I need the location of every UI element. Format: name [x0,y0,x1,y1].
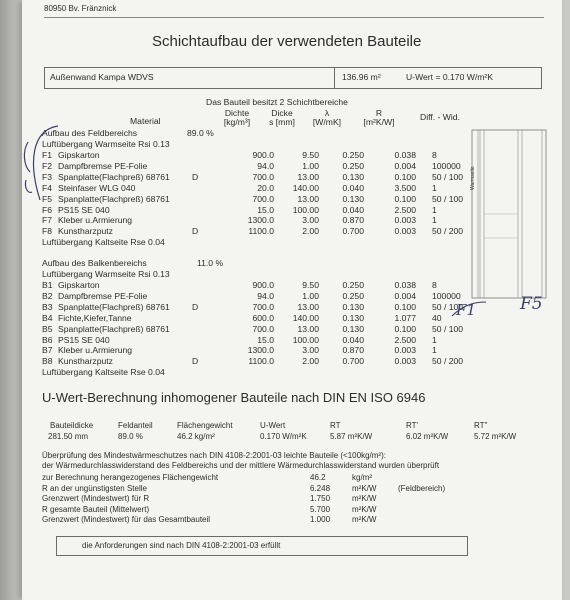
layer-mu: 8 [432,150,437,160]
layer-rho: 700.0 [252,323,274,334]
layer-r: 0.100 [394,301,416,312]
layer-r: 0.004 [394,290,416,301]
diagram-side-label: Warmseite [470,166,476,190]
layer-id: B4 [42,312,53,323]
layer-mu: 100000 [432,290,461,301]
layer-r: 0.100 [394,193,416,204]
wall-section-diagram [470,128,550,300]
layer-id: F7 [42,215,53,226]
layer-r: 0.100 [394,323,416,334]
beam-heading: Aufbau des Balkenbereichs [42,258,147,268]
layer-s: 140.00 [292,312,319,323]
check-value: 46.2 [310,473,326,482]
layer-id: F2 [42,160,53,171]
layer-name: Kleber u.Armierung [58,215,133,226]
document-page [22,0,562,600]
project-code: 80950 Bv. Fränznick [44,4,117,13]
layer-id: B1 [42,280,53,290]
layer-name: Steinfaser WLG 040 [58,182,136,193]
col-thickness-unit: s [mm] [269,117,295,127]
layer-r: 0.003 [394,345,416,356]
layer-lambda: 0.130 [342,301,364,312]
uwert-value: 5.72 m²K/W [474,432,517,441]
check-value: 5.700 [310,504,331,514]
layer-id: B2 [42,290,53,301]
header-rule [44,17,544,18]
uwert-header: U-Wert [260,421,286,430]
uwert-value: 0.170 W/m²K [260,432,307,441]
layer-r: 2.500 [394,334,416,345]
layer-lambda: 0.700 [342,226,364,237]
layer-mu: 40 [432,312,442,323]
layer-mu: 8 [432,280,437,290]
layer-lambda: 0.870 [342,215,364,226]
layer-mu: 1 [432,345,437,356]
layer-mu: 50 / 100 [432,301,464,312]
layer-s: 100.00 [292,204,319,215]
check-value: 6.248 [310,483,331,493]
layer-s: 140.00 [292,182,319,193]
col-r: R [375,108,383,118]
layer-lambda: 0.130 [342,171,364,182]
layer-s: 13.00 [297,171,319,182]
uwert-header: RT [330,421,341,430]
page-title: Schichtaufbau der verwendeten Bauteile [152,33,422,50]
check-line-1: Überprüfung des Mindestwärmeschutzes nach DIN 4108-2:2001-03 leichte Bauteile (<100kg/m²): [42,451,386,460]
layer-name: Spanplatte(Flachpreß) 68761 [58,193,170,204]
beam-transfer-in: Luftübergang Warmseite Rsi 0.13 [42,269,170,279]
col-density-unit: [kg/m³] [223,117,251,127]
layer-id: B3 [42,301,53,312]
check-unit: m²K/W [352,504,377,514]
layer-r: 0.004 [394,160,416,171]
check-note: (Feldbereich) [398,483,446,493]
layer-rho: 900.0 [252,280,274,290]
layer-lambda: 0.040 [342,334,364,345]
layer-r: 0.003 [394,356,416,367]
layer-s: 13.00 [297,323,319,334]
layer-mu: 1 [432,204,437,215]
layer-mu: 1 [432,182,437,193]
layer-id: B6 [42,334,53,345]
layer-r: 0.100 [394,171,416,182]
layer-lambda: 0.250 [342,150,364,160]
col-lambda: λ [324,108,330,118]
layer-mu: 50 / 200 [432,356,464,367]
check-unit: m²K/W [352,494,377,503]
check-label: R gesamte Bauteil (Mittelwert) [42,504,150,514]
layer-name: Fichte,Kiefer,Tanne [58,312,132,323]
layer-name: Spanplatte(Flachpreß) 68761 [58,301,170,312]
handwritten-f1: F1 [456,301,476,319]
layer-name: Gipskarton [58,280,100,290]
layer-rho: 700.0 [252,301,274,312]
layer-name: Dampfbremse PE-Folie [58,160,148,171]
layer-lambda: 0.250 [342,280,364,290]
field-transfer-out: Luftübergang Kaltseite Rse 0.04 [42,237,165,247]
col-material: Material [130,116,161,126]
layer-id: F5 [42,193,53,204]
layer-rho: 94.0 [257,160,274,171]
layer-rho: 900.0 [252,150,274,160]
handwritten-bracket [22,122,62,212]
check-value: 1.750 [310,494,331,503]
pen-stroke [25,180,32,192]
layer-lambda: 0.870 [342,345,364,356]
col-r-unit: [m²K/W] [363,117,395,127]
layer-d: D [192,171,199,182]
uwert-header: RT' [406,421,419,430]
check-unit: m²K/W [352,515,377,524]
layer-lambda: 0.250 [342,160,364,171]
layer-rho: 1100.0 [248,226,274,237]
layer-r: 0.003 [394,215,416,226]
uwert-value: 6.02 m²K/W [406,432,449,441]
check-value: 1.000 [310,515,331,524]
layer-s: 9.50 [302,280,319,290]
layer-d: D [192,301,199,312]
check-label: R an der ungünstigsten Stelle [42,483,147,493]
layer-rho: 20.0 [257,182,274,193]
layer-id: B5 [42,323,53,334]
check-line-2: der Wärmedurchlasswiderstand des Feldbereichs und der mittlere Wärmedurchlasswiderstand wurden überprüft [42,461,440,470]
layer-rho: 1300.0 [247,345,274,356]
layer-s: 13.00 [297,193,319,204]
layer-rho: 700.0 [252,171,274,182]
layer-s: 2.00 [302,226,319,237]
check-label: Grenzwert (Mindestwert) für R [42,494,150,503]
layer-s: 1.00 [302,160,319,171]
layer-r: 3.500 [394,182,416,193]
layer-lambda: 0.130 [342,323,364,334]
layer-r: 0.038 [394,150,416,160]
layer-name: Kunstharzputz [58,356,113,367]
beam-transfer-out: Luftübergang Kaltseite Rse 0.04 [42,367,165,377]
beam-share: 11.0 % [197,258,224,268]
uwert-value: 46.2 kg/m² [177,432,215,441]
uwert-header: RT'' [474,421,488,430]
col-lambda-unit: [W/mK] [312,117,342,127]
component-u-value: U-Wert = 0.170 W/m²K [406,72,493,82]
layer-rho: 1300.0 [247,215,274,226]
layer-d: D [192,356,199,367]
layer-rho: 700.0 [252,193,274,204]
check-label: Grenzwert (Mindestwert) für das Gesamtbauteil [42,515,211,524]
layer-name: Kunstharzputz [58,226,113,237]
section-note: Das Bauteil besitzt 2 Schichtbereiche [206,97,348,107]
layer-id: F4 [42,182,53,193]
uwert-header: Bauteildicke [50,421,94,430]
uwert-value: 89.0 % [118,432,143,441]
layer-id: F1 [42,150,53,160]
layer-r: 0.038 [394,280,416,290]
layer-mu: 1 [432,215,437,226]
layer-name: PS15 SE 040 [58,204,110,215]
layer-lambda: 0.040 [342,182,364,193]
check-unit: m²K/W [352,483,377,493]
uwert-header: Feldanteil [118,421,153,430]
col-diff: Diff. - Wid. [420,112,460,122]
layer-s: 2.00 [302,356,319,367]
layer-rho: 15.0 [257,204,274,215]
pen-stroke [34,126,58,200]
col-density: Dichte [224,108,250,118]
handwritten-f5: F5 [520,294,543,314]
layer-r: 0.003 [394,226,416,237]
layer-lambda: 0.250 [342,290,364,301]
layer-name: Spanplatte(Flachpreß) 68761 [58,171,170,182]
check-unit: kg/m² [352,473,372,482]
layer-s: 3.00 [302,215,319,226]
layer-mu: 1 [432,334,437,345]
layer-r: 2.500 [394,204,416,215]
layer-s: 9.50 [302,150,319,160]
layer-id: B7 [42,345,53,356]
uwert-value: 281.50 mm [48,432,89,441]
component-area: 136.96 m² [342,72,381,82]
layer-mu: 100000 [432,160,461,171]
layer-id: F3 [42,171,53,182]
pen-stroke [24,142,30,172]
layer-s: 100.00 [292,334,319,345]
field-share: 89.0 % [187,128,214,138]
layer-mu: 50 / 100 [432,193,464,204]
layer-rho: 15.0 [257,334,274,345]
uwert-header: Flächengewicht [177,421,233,430]
layer-lambda: 0.130 [342,193,364,204]
field-transfer-in: Luftübergang Warmseite Rsi 0.13 [42,139,170,149]
layer-id: F8 [42,226,53,237]
layer-s: 13.00 [297,301,319,312]
check-label: zur Berechnung herangezogenes Flächengewicht [42,473,219,482]
layer-d: D [192,226,199,237]
uwert-value: 5.87 m²K/W [330,432,373,441]
layer-name: Spanplatte(Flachpreß) 68761 [58,323,170,334]
layer-rho: 1100.0 [248,356,274,367]
layer-lambda: 0.700 [342,356,364,367]
uwert-title: U-Wert-Berechnung inhomogener Bauteile nach DIN EN ISO 6946 [42,390,426,405]
layer-name: Kleber u.Armierung [58,345,133,356]
layer-id: F6 [42,204,53,215]
layer-id: B8 [42,356,53,367]
layer-lambda: 0.040 [342,204,364,215]
layer-lambda: 0.130 [342,312,364,323]
layer-s: 3.00 [302,345,319,356]
layer-mu: 50 / 100 [432,171,464,182]
layer-r: 1.077 [394,312,416,323]
layer-mu: 50 / 200 [432,226,464,237]
binder-edge [0,0,22,600]
layer-name: Gipskarton [58,150,100,160]
layer-name: PS15 SE 040 [58,334,110,345]
field-heading: Aufbau des Feldbereichs [42,128,138,138]
component-divider [334,67,335,89]
result-text: die Anforderungen sind nach DIN 4108-2:2001-03 erfüllt [82,541,281,550]
layer-rho: 600.0 [252,312,274,323]
layer-s: 1.00 [302,290,319,301]
col-thickness: Dicke [271,108,293,118]
layer-name: Dampfbremse PE-Folie [58,290,148,301]
layer-mu: 50 / 100 [432,323,464,334]
component-name: Außenwand Kampa WDVS [50,72,154,82]
layer-rho: 94.0 [257,290,274,301]
